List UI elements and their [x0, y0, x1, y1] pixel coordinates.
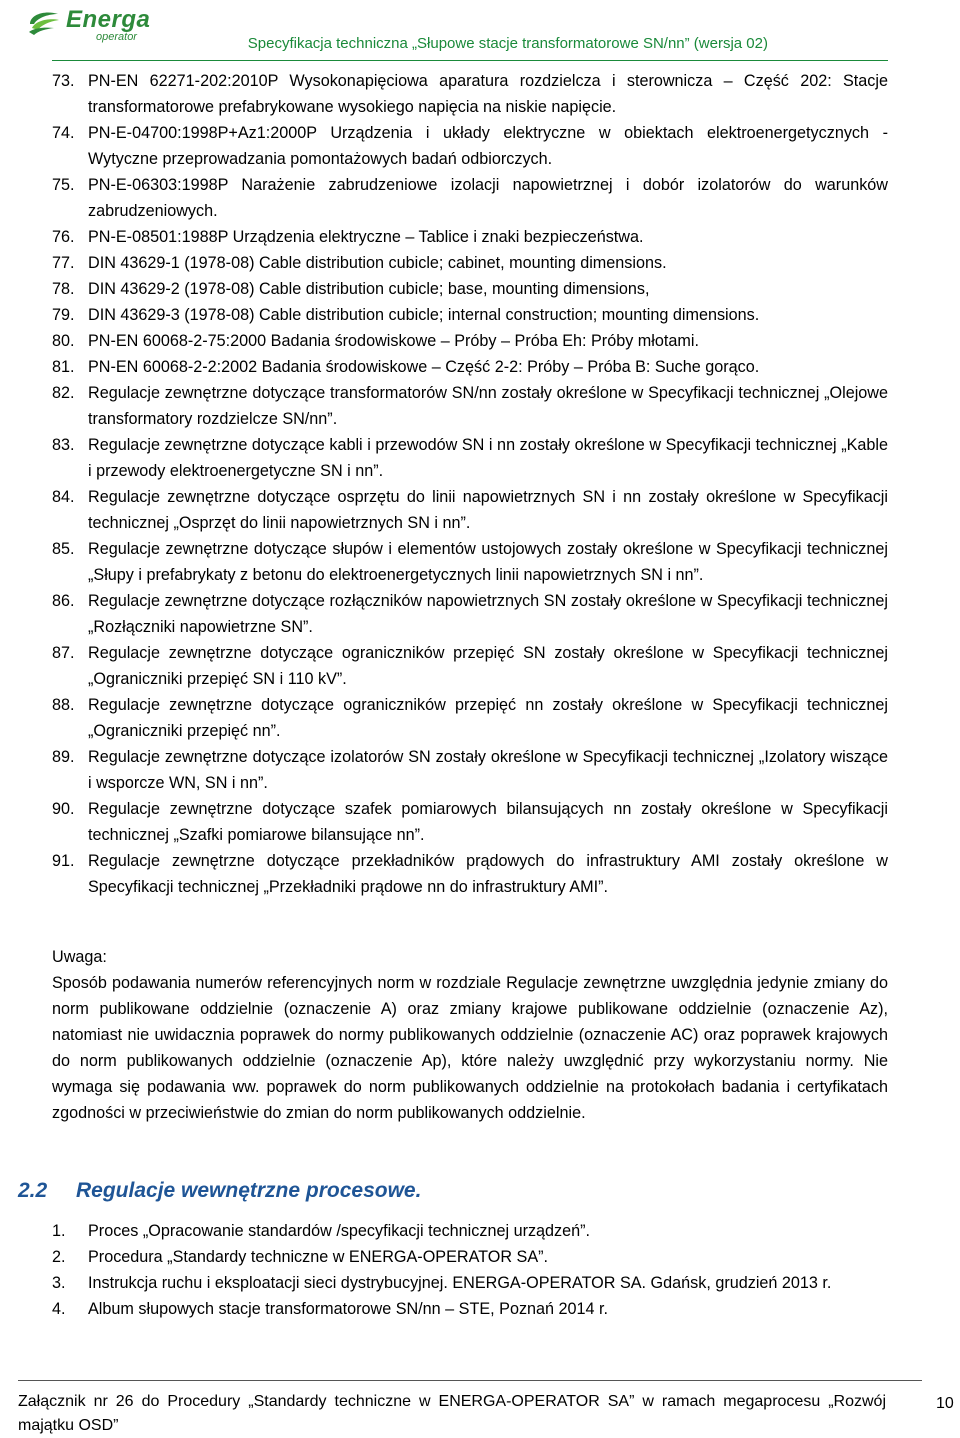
footer-divider	[18, 1380, 922, 1381]
list-item-number: 90.	[52, 800, 75, 818]
list-item-number: 74.	[52, 124, 75, 142]
logo-name: Energa	[66, 6, 151, 33]
list-item	[52, 380, 888, 432]
list-item-number: 3.	[52, 1274, 66, 1292]
list-item	[52, 224, 888, 250]
section-heading	[18, 1176, 421, 1206]
list-item-number: 87.	[52, 644, 75, 662]
list-item	[52, 276, 888, 302]
list-item-text: PN-EN 62271-202:2010P Wysokonapięciowa aparatura rozdzielcza i sterownicza – Część 202: Stacje transformatorowe prefabrykowane wysokiego napięcia na niskie napięcie.	[88, 72, 888, 116]
list-item	[52, 172, 888, 224]
page-header	[0, 0, 960, 62]
list-item	[52, 484, 888, 536]
list-item-text: DIN 43629-2 (1978-08) Cable distribution cubicle; base, mounting dimensions,	[88, 280, 650, 298]
list-item-text: Regulacje zewnętrzne dotyczące transformatorów SN/nn zostały określone w Specyfikacji technicznej „Olejowe transformatory rozdzielcze SN/nn”.	[88, 384, 888, 428]
list-item-text: DIN 43629-1 (1978-08) Cable distribution cubicle; cabinet, mounting dimensions.	[88, 254, 667, 272]
list-item	[52, 68, 888, 120]
list-item-number: 89.	[52, 748, 75, 766]
list-item-number: 84.	[52, 488, 75, 506]
list-item-text: Instrukcja ruchu i eksploatacji sieci dystrybucyjnej. ENERGA-OPERATOR SA. Gdańsk, grudzień 2013 r.	[88, 1274, 832, 1292]
page-number: 10	[936, 1395, 954, 1412]
list-item-text: Regulacje zewnętrzne dotyczące przekładników prądowych do infrastruktury AMI zostały określone w Specyfikacji technicznej „Przekładniki prądowe nn do infrastruktury AMI”.	[88, 852, 888, 896]
list-item-number: 2.	[52, 1248, 66, 1266]
footer-text: Załącznik nr 26 do Procedury „Standardy techniczne w ENERGA-OPERATOR SA” w ramach megaprocesu „Rozwój majątku OSD”	[18, 1393, 886, 1434]
list-item-text: PN-E-08501:1988P Urządzenia elektryczne – Tablice i znaki bezpieczeństwa.	[88, 228, 644, 246]
list-item-text: Regulacje zewnętrzne dotyczące słupów i elementów ustojowych zostały określone w Specyfikacji technicznej „Słupy i prefabrykaty z betonu do elektroenergetycznych linii napowietrznych SN i nn”.	[88, 540, 888, 584]
standards-list	[52, 68, 888, 900]
list-item-number: 78.	[52, 280, 75, 298]
list-item-text: Regulacje zewnętrzne dotyczące rozłączników napowietrznych SN zostały określone w Specyfikacji technicznej „Rozłączniki napowietrzne SN”.	[88, 592, 888, 636]
list-item-number: 83.	[52, 436, 75, 454]
list-item-number: 76.	[52, 228, 75, 246]
list-item-number: 86.	[52, 592, 75, 610]
list-item-number: 73.	[52, 72, 75, 90]
document-title: Specyfikacja techniczna „Słupowe stacje transformatorowe SN/nn” (wersja 02)	[247, 35, 768, 52]
list-item-number: 82.	[52, 384, 75, 402]
logo-subtitle: operator	[96, 31, 137, 43]
list-item-number: 77.	[52, 254, 75, 272]
list-item	[52, 848, 888, 900]
list-item-text: PN-EN 60068-2-75:2000 Badania środowiskowe – Próby – Próba Eh: Próby młotami.	[88, 332, 699, 350]
list-item	[52, 796, 888, 848]
list-item-text: Regulacje zewnętrzne dotyczące osprzętu do linii napowietrznych SN i nn zostały określone w Specyfikacji technicznej „Osprzęt do linii napowietrznych SN i nn”.	[88, 488, 888, 532]
list-item-text: PN-E-04700:1998P+Az1:2000P Urządzenia i układy elektryczne w obiektach elektroenergetycznych - Wytyczne przeprowadzania pomontażowych badań odbiorczych.	[88, 124, 888, 168]
list-item-number: 81.	[52, 358, 75, 376]
list-item-text: Regulacje zewnętrzne dotyczące ograniczników przepięć SN zostały określone w Specyfikacji technicznej „Ograniczniki przepięć SN i 110 kV”.	[88, 644, 888, 688]
list-item-number: 88.	[52, 696, 75, 714]
list-item-number: 80.	[52, 332, 75, 350]
list-item	[52, 250, 888, 276]
list-item	[52, 588, 888, 640]
list-item	[52, 354, 888, 380]
list-item	[52, 1270, 888, 1296]
internal-regulations-list	[52, 1218, 888, 1322]
list-item	[52, 744, 888, 796]
list-item-number: 79.	[52, 306, 75, 324]
section-number: 2.2	[18, 1179, 48, 1202]
list-item	[52, 120, 888, 172]
list-item	[52, 1244, 888, 1270]
list-item	[52, 640, 888, 692]
list-item-number: 85.	[52, 540, 75, 558]
list-item-number: 91.	[52, 852, 75, 870]
energa-logo-icon	[26, 8, 62, 38]
energa-logo	[26, 4, 176, 50]
list-item-text: Regulacje zewnętrzne dotyczące kabli i przewodów SN i nn zostały określone w Specyfikacji technicznej „Kable i przewody elektroenergetyczne SN i nn”.	[88, 436, 888, 480]
list-item-text: Album słupowych stacje transformatorowe SN/nn – STE, Poznań 2014 r.	[88, 1300, 609, 1318]
list-item	[52, 1218, 888, 1244]
header-divider	[52, 60, 888, 61]
list-item	[52, 1296, 888, 1322]
list-item-number: 75.	[52, 176, 75, 194]
list-item	[52, 328, 888, 354]
section-title: Regulacje wewnętrzne procesowe.	[76, 1179, 422, 1202]
list-item	[52, 432, 888, 484]
list-item-text: Regulacje zewnętrzne dotyczące ograniczników przepięć nn zostały określone w Specyfikacji technicznej „Ograniczniki przepięć nn”.	[88, 696, 888, 740]
list-item-number: 4.	[52, 1300, 66, 1318]
list-item-number: 1.	[52, 1222, 66, 1240]
list-item-text: Proces „Opracowanie standardów /specyfikacji technicznej urządzeń”.	[88, 1222, 591, 1240]
list-item	[52, 536, 888, 588]
list-item	[52, 302, 888, 328]
list-item	[52, 692, 888, 744]
list-item-text: PN-E-06303:1998P Narażenie zabrudzeniowe izolacji napowietrznej i dobór izolatorów do warunków zabrudzeniowych.	[88, 176, 888, 220]
note-text: Sposób podawania numerów referencyjnych norm w rozdziale Regulacje zewnętrzne uwzględnia jedynie zmiany do norm publikowane oddzielnie (oznaczenie A) oraz zmiany krajowe publikowane oddzielnie (oznaczenie Az), natomiast nie uwidacznia poprawek do normy publikowanych oddzielnie (oznaczenie AC) oraz poprawek krajowych do norm publikowanych oddzielnie (oznaczenie Ap), które należy uwzględnić przy wykorzystaniu normy. Nie wymaga się podawania ww. poprawek do norm publikowanych oddzielnie na protokołach badania i certyfikatach zgodności w przeciwieństwie do zmian do norm publikowanych oddzielnie.	[52, 974, 888, 1122]
list-item-text: Regulacje zewnętrzne dotyczące szafek pomiarowych bilansujących nn zostały określone w Specyfikacji technicznej „Szafki pomiarowe bilansujące nn”.	[88, 800, 888, 844]
list-item-text: Regulacje zewnętrzne dotyczące izolatorów SN zostały określone w Specyfikacji technicznej „Izolatory wiszące i wsporcze WN, SN i nn”.	[88, 748, 888, 792]
list-item-text: DIN 43629-3 (1978-08) Cable distribution cubicle; internal construction; mounting dimensions.	[88, 306, 760, 324]
note-label: Uwaga:	[52, 948, 107, 966]
list-item-text: Procedura „Standardy techniczne w ENERGA-OPERATOR SA”.	[88, 1248, 549, 1266]
list-item-text: PN-EN 60068-2-2:2002 Badania środowiskowe – Część 2-2: Próby – Próba B: Suche gorąco.	[88, 358, 760, 376]
